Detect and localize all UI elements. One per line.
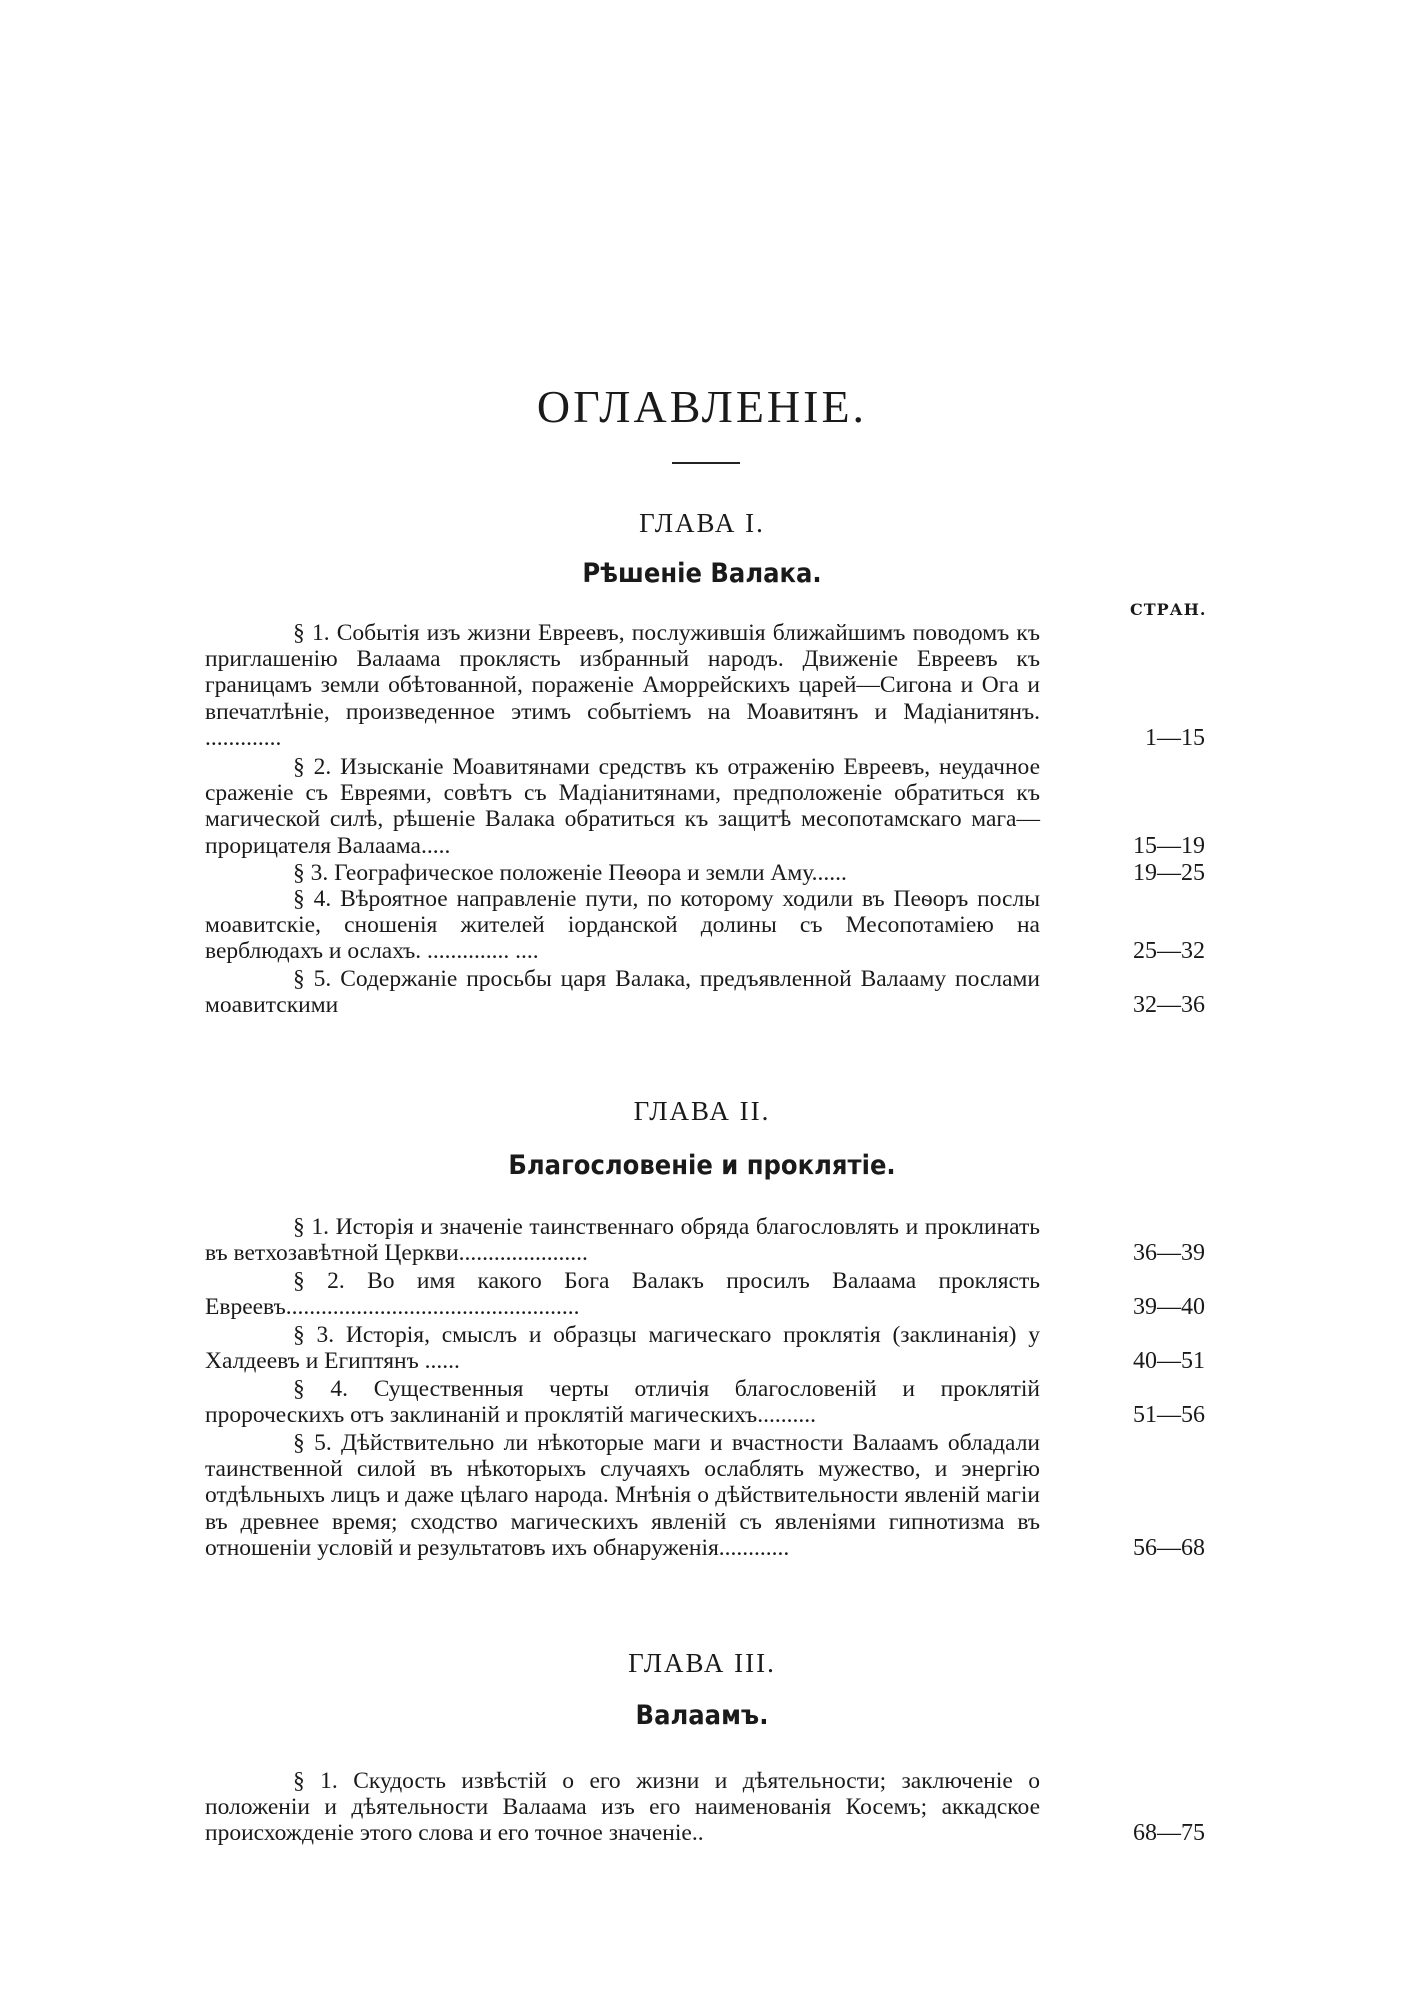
toc-entry-pages: 40—51 xyxy=(1133,1348,1205,1375)
chapter-subtitle: Благословеніе и проклятіе. xyxy=(508,1150,896,1181)
toc-entry xyxy=(205,620,1205,751)
toc-entry-pages: 51—56 xyxy=(1133,1402,1205,1429)
toc-entry xyxy=(205,966,1205,1018)
toc-entry xyxy=(205,1322,1205,1374)
toc-entry xyxy=(205,1768,1205,1847)
toc-entry-text: § 2. Изысканіе Моавитянами средствъ къ отраженію Евреевъ, неудачное сраженіе съ Евреями, совѣтъ съ Мадіанитянами, предположеніе обратиться къ магической силѣ, рѣшеніе Валака обратиться къ защитѣ месопотамскаго мага—прорицателя Валаама..... xyxy=(205,754,1040,859)
chapter-subtitle: Валаамъ. xyxy=(635,1700,769,1731)
toc-entry xyxy=(205,886,1205,965)
toc-entry xyxy=(205,1268,1205,1320)
toc-entry-pages: 25—32 xyxy=(1133,938,1205,965)
toc-entry-text: § 1. Исторія и значеніе таинственнаго обряда благословлять и проклинать въ ветхозавѣтной Церкви...................... xyxy=(205,1214,1040,1267)
chapter-heading: ГЛАВА II. xyxy=(633,1096,771,1126)
toc-entry-text: § 3. Географическое положеніе Пеѳора и земли Аму...... xyxy=(293,860,847,886)
toc-entry-pages: 19—25 xyxy=(1133,860,1205,886)
toc-entry-text: § 5. Дѣйствительно ли нѣкоторые маги и вчастности Валаамъ обладали таинственной силой въ нѣкоторыхъ случаяхъ ослаблять мужество, и энергію отдѣльныхъ лицъ и даже цѣлаго народа. Мнѣнія о дѣйствительности явленій магіи въ древнее время; сходство магическихъ явленій съ явленіями гипнотизма въ отношеніи условій и результатовъ ихъ обнаруженія............ xyxy=(205,1430,1040,1561)
toc-entry-pages: 68—75 xyxy=(1133,1820,1205,1847)
pages-column-header: СТРАН. xyxy=(1130,600,1207,619)
toc-entry-text: § 3. Исторія, смыслъ и образцы магическаго проклятія (заклинанія) у Халдеевъ и Египтянъ ...... xyxy=(205,1322,1040,1375)
toc-entry xyxy=(205,860,1205,886)
chapter-heading: ГЛАВА III. xyxy=(628,1648,776,1678)
toc-entry-pages: 32—36 xyxy=(1133,992,1205,1019)
page-title: ОГЛАВЛЕНІЕ. xyxy=(536,381,868,432)
toc-entry-pages: 1—15 xyxy=(1145,724,1205,751)
toc-entry xyxy=(205,754,1205,859)
toc-entry-pages: 56—68 xyxy=(1133,1534,1205,1561)
toc-entry-pages: 36—39 xyxy=(1133,1240,1205,1267)
toc-entry-text: § 4. Существенныя черты отличія благословеній и проклятій пророческихъ отъ заклинаній и проклятій магическихъ.......... xyxy=(205,1376,1040,1429)
chapter-heading: ГЛАВА I. xyxy=(639,508,765,538)
toc-entry-pages: 39—40 xyxy=(1133,1294,1205,1321)
toc-entry xyxy=(205,1376,1205,1428)
toc-entry-pages: 15—19 xyxy=(1133,832,1205,859)
toc-entry-text: § 4. Вѣроятное направленіе пути, по которому ходили въ Пеѳоръ послы моавитскіе, сношенія жителей іорданской долины съ Месопотаміею на верблюдахъ и ослахъ. .............. .... xyxy=(205,886,1040,965)
toc-entry-text: § 5. Содержаніе просьбы царя Валака, предъявленной Валааму послами моавитскими xyxy=(205,966,1040,1019)
toc-entry xyxy=(205,1214,1205,1266)
title-divider xyxy=(672,462,740,464)
toc-entry-text: § 1. Скудость извѣстій о его жизни и дѣятельности; заключеніе о положеніи и дѣятельности Валаама изъ его наименованія Косемъ; аккадское происхожденіе этого слова и его точное значеніе.. xyxy=(205,1768,1040,1847)
chapter-subtitle: Рѣшеніе Валака. xyxy=(582,558,822,589)
toc-entry-text: § 2. Во имя какого Бога Валакъ просилъ Валаама проклясть Евреевъ.................................................. xyxy=(205,1268,1040,1321)
toc-entry-text: § 1. Событія изъ жизни Евреевъ, послужившія ближайшимъ поводомъ къ приглашенію Валаама проклясть избранный народъ. Движеніе Евреевъ къ границамъ земли обѣтованной, пораженіе Аморрейскихъ царей—Сигона и Ога и впечатлѣніе, произведенное этимъ событіемъ на Моавитянъ и Мадіанитянъ. ............. xyxy=(205,620,1040,751)
toc-entry xyxy=(205,1430,1205,1561)
